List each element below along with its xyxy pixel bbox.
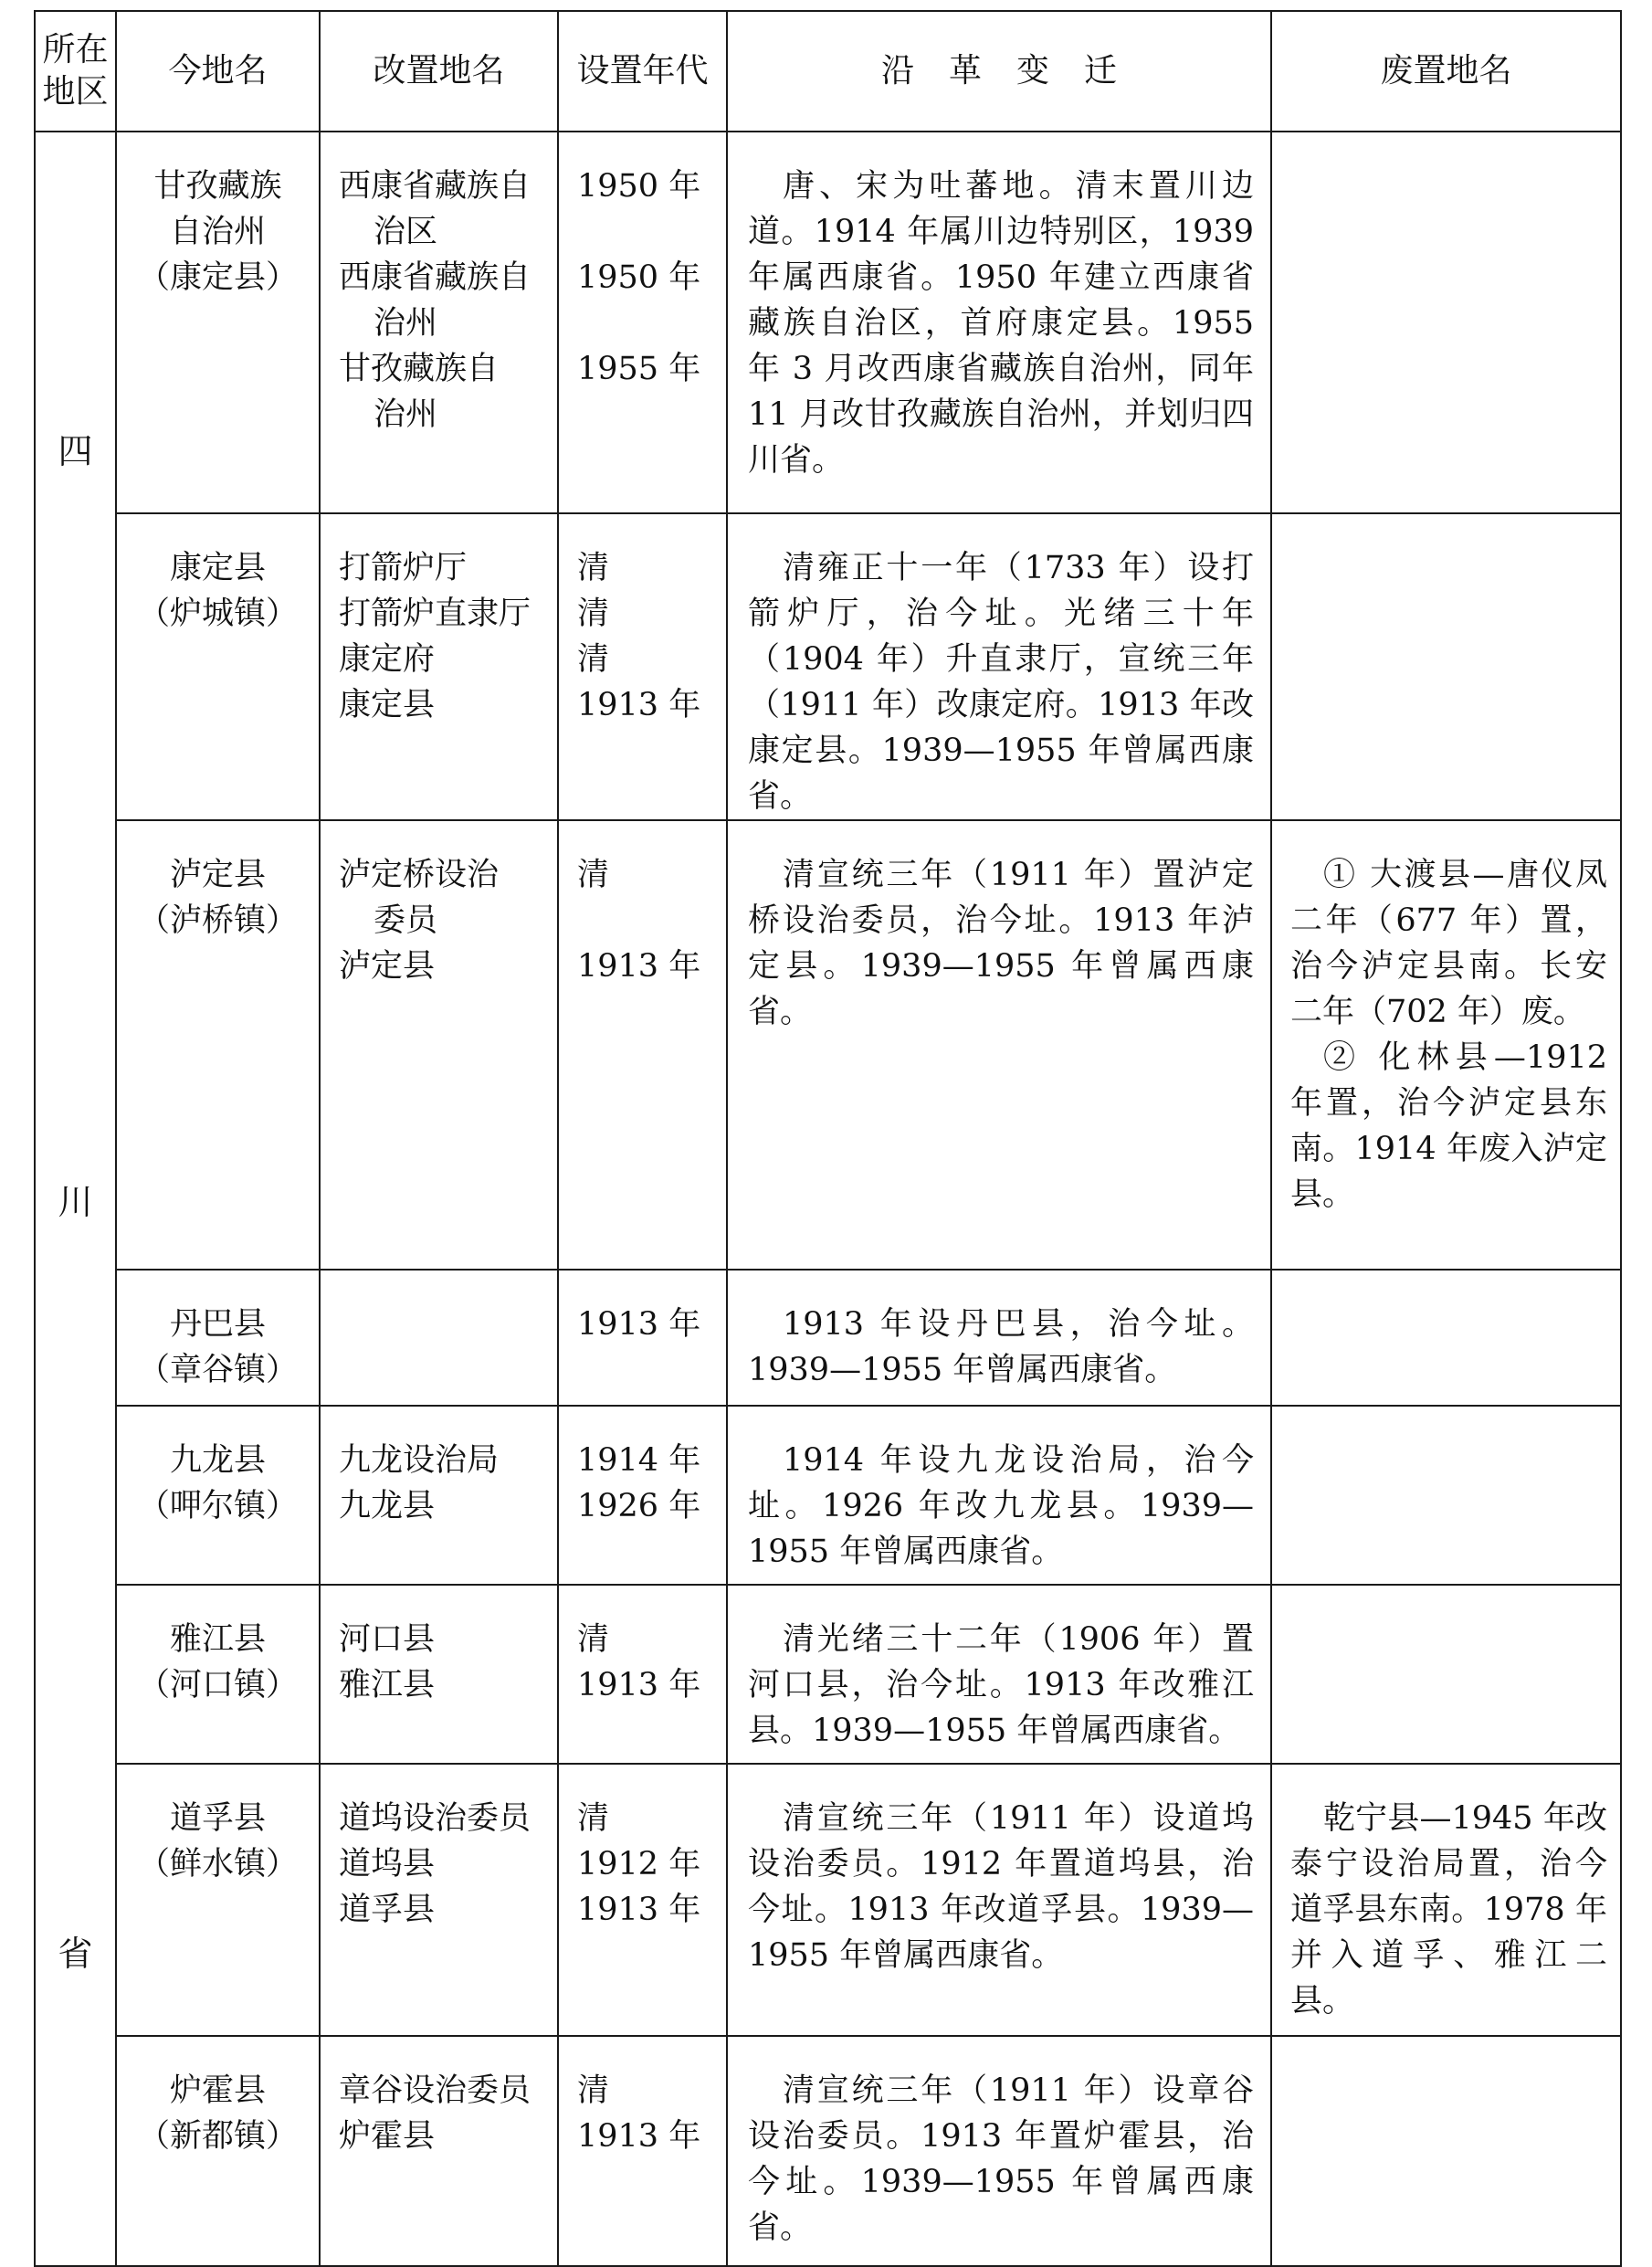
year-line [577, 898, 722, 944]
renamed-item [339, 2068, 552, 2114]
renamed-item [339, 852, 552, 944]
renamed-line: 打箭炉直隶厅 [339, 596, 531, 632]
current-name-line: （泸桥镇） [137, 902, 298, 939]
history-cell [727, 1270, 1271, 1406]
header-renamed: 改置地名 [320, 11, 558, 132]
renamed-item [339, 1617, 552, 1662]
current-name-line: 自治州 [169, 214, 266, 250]
header-current-name: 今地名 [116, 11, 320, 132]
year-line: 1913 年 [577, 1892, 701, 1928]
renamed-item [339, 1796, 552, 1841]
abolished-cell [1271, 513, 1621, 820]
renamed-line: 炉霍县 [339, 2118, 436, 2155]
current-name-cell [116, 513, 320, 820]
header-region [35, 11, 116, 132]
year-cell [558, 132, 727, 513]
renamed-item [339, 2114, 552, 2159]
region-label [36, 423, 115, 1976]
abolished-cell [1271, 1406, 1621, 1585]
current-name-line: 九龙县 [169, 1442, 266, 1479]
table-row [35, 132, 1621, 513]
header-row [35, 11, 1621, 132]
history-cell [727, 1406, 1271, 1585]
year-cell [558, 513, 727, 820]
year-line: 1913 年 [577, 687, 701, 723]
history-text: 1913 年设丹巴县，治今址。1939—1955 年曾属西康省。 [748, 1306, 1254, 1388]
history-text: 清光绪三十二年（1906 年）置河口县，治今址。1913 年改雅江县。1939—1955 年曾属西康省。 [748, 1621, 1254, 1749]
renamed-cell [320, 820, 558, 1270]
history-cell [727, 2036, 1271, 2266]
year-line: 1950 年 [577, 168, 701, 205]
renamed-item [339, 682, 552, 728]
current-name-line: 甘孜藏族 [153, 168, 282, 205]
region-cell [35, 132, 116, 2266]
year-line: 1913 年 [577, 1667, 701, 1703]
abolished-cell [1271, 132, 1621, 513]
renamed-line: 九龙设治局 [339, 1442, 500, 1479]
year-cell [558, 1764, 727, 2036]
table-row [35, 1406, 1621, 1585]
renamed-cell [320, 1585, 558, 1764]
header-region-line2: 地区 [42, 73, 109, 111]
history-text: 唐、宋为吐蕃地。清末置川边道。1914 年属川边特别区，1939 年属西康省。1950 年建立西康省藏族自治区，首府康定县。1955 年 3 月改西康省藏族自治州，同年 11 月改甘孜藏族自治州，并划归四川省。 [748, 168, 1254, 479]
current-name-cell [116, 1270, 320, 1406]
current-name-cell [116, 1585, 320, 1764]
renamed-item [339, 163, 552, 255]
history-text: 清雍正十一年（1733 年）设打箭炉厅，治今址。光绪三十年（1904 年）升直隶厅，宣统三年（1911 年）改康定府。1913 年改康定县。1939—1955 年曾属西康省。 [748, 550, 1254, 815]
renamed-line: 泸定桥设治 [339, 857, 500, 893]
current-name-cell [116, 132, 320, 513]
renamed-item [339, 1887, 552, 1933]
year-line [577, 301, 722, 346]
year-line: 清 [577, 641, 610, 678]
year-line: 1913 年 [577, 1306, 701, 1343]
renamed-line: 道孚县 [339, 1892, 436, 1928]
gazetteer-table-page [34, 10, 1620, 2246]
table-row [35, 2036, 1621, 2266]
renamed-cell [320, 132, 558, 513]
table-row [35, 820, 1621, 1270]
region-char: 四 [58, 430, 93, 471]
year-line: 1913 年 [577, 2118, 701, 2155]
renamed-item [339, 255, 552, 346]
year-line: 1914 年 [577, 1442, 701, 1479]
renamed-line: 道坞设治委员 [339, 1800, 531, 1837]
year-line: 1913 年 [577, 948, 701, 985]
renamed-line: 西康省藏族自 [339, 259, 531, 296]
renamed-line: 甘孜藏族自 [339, 351, 500, 387]
history-text: 清宣统三年（1911 年）设章谷设治委员。1913 年置炉霍县，治今址。1939—1955 年曾属西康省。 [748, 2072, 1254, 2246]
abolished-entry: 乾宁县—1945 年改泰宁设治局置，治今道孚县东南。1978 年并入道孚、雅江二县。 [1290, 1800, 1607, 2019]
header-history [727, 11, 1271, 132]
current-name-line: 康定县 [169, 550, 266, 586]
renamed-item [339, 1662, 552, 1708]
current-name-line: （康定县） [137, 259, 298, 296]
year-line: 1926 年 [577, 1488, 701, 1524]
year-line: 1955 年 [577, 351, 701, 387]
renamed-line: 治州 [374, 305, 438, 342]
history-text: 清宣统三年（1911 年）置泸定桥设治委员，治今址。1913 年泸定县。1939—1955 年曾属西康省。 [748, 857, 1254, 1030]
renamed-line: 雅江县 [339, 1667, 436, 1703]
current-name-line: 雅江县 [169, 1621, 266, 1658]
renamed-item [339, 944, 552, 989]
renamed-item [339, 1841, 552, 1887]
header-region-line1: 所在 [42, 31, 109, 69]
region-char: 川 [58, 1182, 93, 1222]
year-cell [558, 820, 727, 1270]
year-cell [558, 1585, 727, 1764]
renamed-line: 康定府 [339, 641, 436, 678]
renamed-cell [320, 1406, 558, 1585]
current-name-cell [116, 820, 320, 1270]
year-cell [558, 1270, 727, 1406]
current-name-cell [116, 1406, 320, 1585]
table-row [35, 1270, 1621, 1406]
renamed-line: 西康省藏族自 [339, 168, 531, 205]
renamed-line: 打箭炉厅 [339, 550, 468, 586]
current-name-line: （河口镇） [137, 1667, 298, 1703]
current-name-line: （新都镇） [137, 2118, 298, 2155]
abolished-cell [1271, 1585, 1621, 1764]
renamed-line: 委员 [374, 902, 438, 939]
renamed-line: 治州 [374, 396, 438, 433]
table-row [35, 513, 1621, 820]
history-cell [727, 513, 1271, 820]
place-name-table [34, 10, 1622, 2267]
header-history-text: 沿革变迁 [880, 52, 1152, 90]
year-line: 清 [577, 1621, 610, 1658]
history-cell [727, 1585, 1271, 1764]
current-name-cell [116, 2036, 320, 2266]
current-name-line: 道孚县 [169, 1800, 266, 1837]
year-line: 清 [577, 2072, 610, 2109]
history-text: 清宣统三年（1911 年）设道坞设治委员。1912 年置道坞县，治今址。1913 年改道孚县。1939—1955 年曾属西康省。 [748, 1800, 1254, 1974]
table-row [35, 1764, 1621, 2036]
renamed-line: 泸定县 [339, 948, 436, 985]
renamed-item [339, 1483, 552, 1529]
renamed-line: 治区 [374, 214, 438, 250]
current-name-line: 炉霍县 [169, 2072, 266, 2109]
abolished-entry: ② 化林县—1912 年置，治今泸定县东南。1914 年废入泸定县。 [1290, 1039, 1607, 1213]
year-line [577, 209, 722, 255]
renamed-cell [320, 1270, 558, 1406]
history-cell [727, 1764, 1271, 2036]
renamed-line: 康定县 [339, 687, 436, 723]
year-cell [558, 2036, 727, 2266]
abolished-cell [1271, 1764, 1621, 2036]
renamed-item [339, 545, 552, 591]
renamed-line: 章谷设治委员 [339, 2072, 531, 2109]
history-cell [727, 820, 1271, 1270]
year-line: 清 [577, 550, 610, 586]
renamed-cell [320, 1764, 558, 2036]
renamed-cell [320, 513, 558, 820]
year-line: 清 [577, 596, 610, 632]
renamed-cell [320, 2036, 558, 2266]
abolished-cell [1271, 820, 1621, 1270]
renamed-line: 九龙县 [339, 1488, 436, 1524]
year-line: 1912 年 [577, 1846, 701, 1882]
year-line: 清 [577, 857, 610, 893]
year-line: 清 [577, 1800, 610, 1837]
renamed-line: 河口县 [339, 1621, 436, 1658]
current-name-line: （鲜水镇） [137, 1846, 298, 1882]
header-abolished: 废置地名 [1271, 11, 1621, 132]
renamed-line: 道坞县 [339, 1846, 436, 1882]
renamed-item [339, 637, 552, 682]
abolished-cell [1271, 2036, 1621, 2266]
history-cell [727, 132, 1271, 513]
table-body [35, 132, 1621, 2266]
current-name-line: 泸定县 [169, 857, 266, 893]
year-line: 1950 年 [577, 259, 701, 296]
current-name-line: 丹巴县 [169, 1306, 266, 1343]
renamed-item [339, 346, 552, 438]
table-row [35, 1585, 1621, 1764]
current-name-line: （炉城镇） [137, 596, 298, 632]
current-name-line: （呷尔镇） [137, 1488, 298, 1524]
header-year: 设置年代 [558, 11, 727, 132]
year-cell [558, 1406, 727, 1585]
region-char: 省 [58, 1933, 93, 1974]
abolished-entry: ① 大渡县—唐仪凤二年（677 年）置，治今泸定县南。长安二年（702 年）废。 [1290, 857, 1607, 1030]
renamed-item [339, 591, 552, 637]
history-text: 1914 年设九龙设治局，治今址。1926 年改九龙县。1939—1955 年曾属西康省。 [748, 1442, 1254, 1570]
current-name-cell [116, 1764, 320, 2036]
current-name-line: （章谷镇） [137, 1352, 298, 1388]
renamed-item [339, 1438, 552, 1483]
abolished-cell [1271, 1270, 1621, 1406]
